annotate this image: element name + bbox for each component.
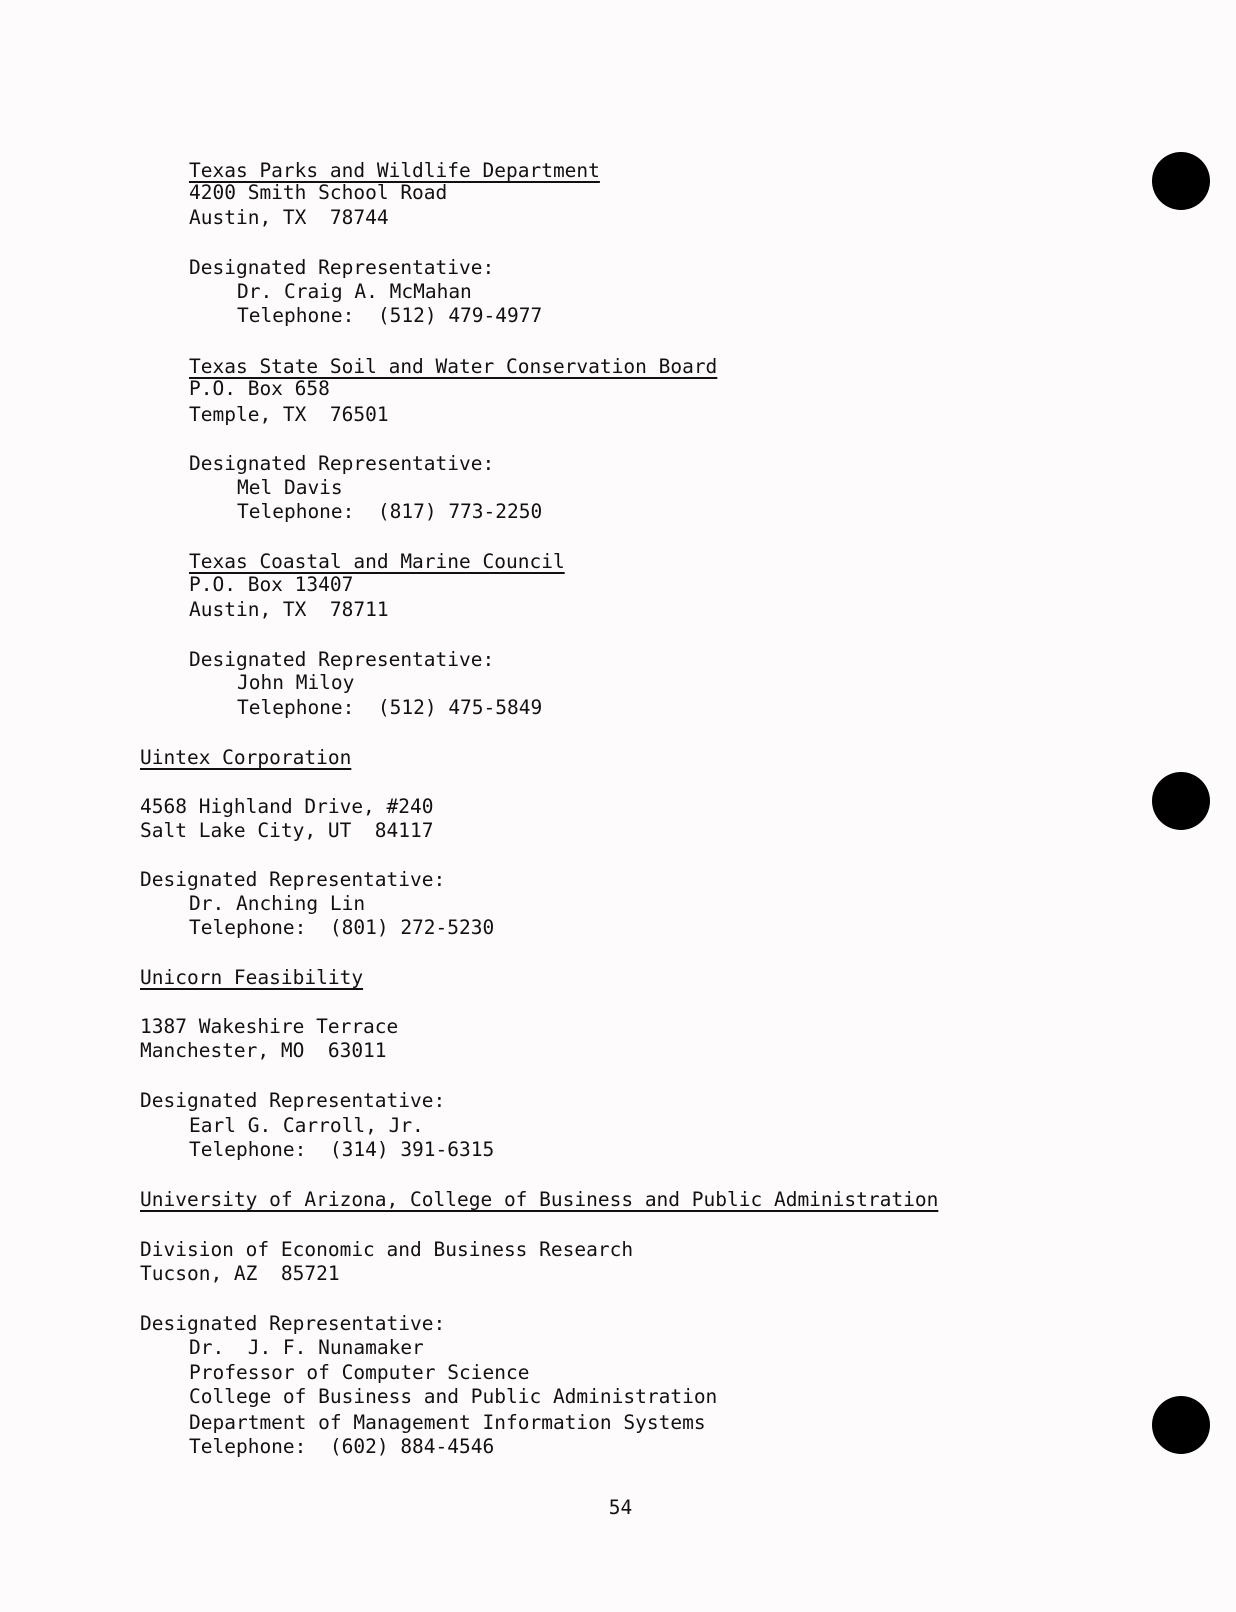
rep-label: Designated Representative: <box>189 648 495 671</box>
entry-address-line: Manchester, MO 63011 <box>140 1039 387 1062</box>
rep-title: Department of Management Information Systems <box>189 1411 706 1434</box>
entry-address-line: 4568 Highland Drive, #240 <box>140 795 434 818</box>
entry-address-line: Temple, TX 76501 <box>189 403 389 426</box>
rep-title: College of Business and Public Administration <box>189 1385 718 1408</box>
punch-hole <box>1152 1396 1210 1454</box>
rep-title: Professor of Computer Science <box>189 1361 530 1384</box>
entry-name: Texas Coastal and Marine Council <box>189 550 565 573</box>
entry-address-line: P.O. Box 13407 <box>189 573 354 596</box>
rep-name: John Miloy <box>237 671 355 694</box>
rep-label: Designated Representative: <box>189 256 495 279</box>
rep-name: Earl G. Carroll, Jr. <box>189 1114 424 1137</box>
entry-name: Unicorn Feasibility <box>140 966 364 989</box>
entry-address-line: Tucson, AZ 85721 <box>140 1262 340 1285</box>
punch-hole <box>1152 772 1210 830</box>
entry-address-line: Austin, TX 78744 <box>189 206 389 229</box>
rep-label: Designated Representative: <box>140 1089 446 1112</box>
rep-telephone: Telephone: (602) 884-4546 <box>189 1435 495 1458</box>
page-number: 54 <box>608 1496 633 1519</box>
entry-address-line: Salt Lake City, UT 84117 <box>140 819 434 842</box>
rep-name: Dr. Craig A. McMahan <box>237 280 472 303</box>
rep-telephone: Telephone: (817) 773-2250 <box>237 500 543 523</box>
rep-telephone: Telephone: (801) 272-5230 <box>189 916 495 939</box>
rep-telephone: Telephone: (314) 391-6315 <box>189 1138 495 1161</box>
punch-hole <box>1152 152 1210 210</box>
entry-name: Texas State Soil and Water Conservation Board <box>189 355 718 378</box>
rep-name: Mel Davis <box>237 476 343 499</box>
rep-name: Dr. J. F. Nunamaker <box>189 1336 424 1359</box>
rep-label: Designated Representative: <box>140 868 446 891</box>
entry-address-line: 1387 Wakeshire Terrace <box>140 1015 399 1038</box>
entry-address-line: Austin, TX 78711 <box>189 598 389 621</box>
entry-address-line: 4200 Smith School Road <box>189 181 448 204</box>
entry-name: University of Arizona, College of Business and Public Administration <box>140 1188 939 1211</box>
entry-address-line: P.O. Box 658 <box>189 377 330 400</box>
entry-name: Texas Parks and Wildlife Department <box>189 159 600 182</box>
entry-name: Uintex Corporation <box>140 746 352 769</box>
rep-telephone: Telephone: (512) 479-4977 <box>237 304 543 327</box>
rep-telephone: Telephone: (512) 475-5849 <box>237 696 543 719</box>
rep-name: Dr. Anching Lin <box>189 892 366 915</box>
rep-label: Designated Representative: <box>189 452 495 475</box>
entry-address-line: Division of Economic and Business Research <box>140 1238 634 1261</box>
rep-label: Designated Representative: <box>140 1312 446 1335</box>
